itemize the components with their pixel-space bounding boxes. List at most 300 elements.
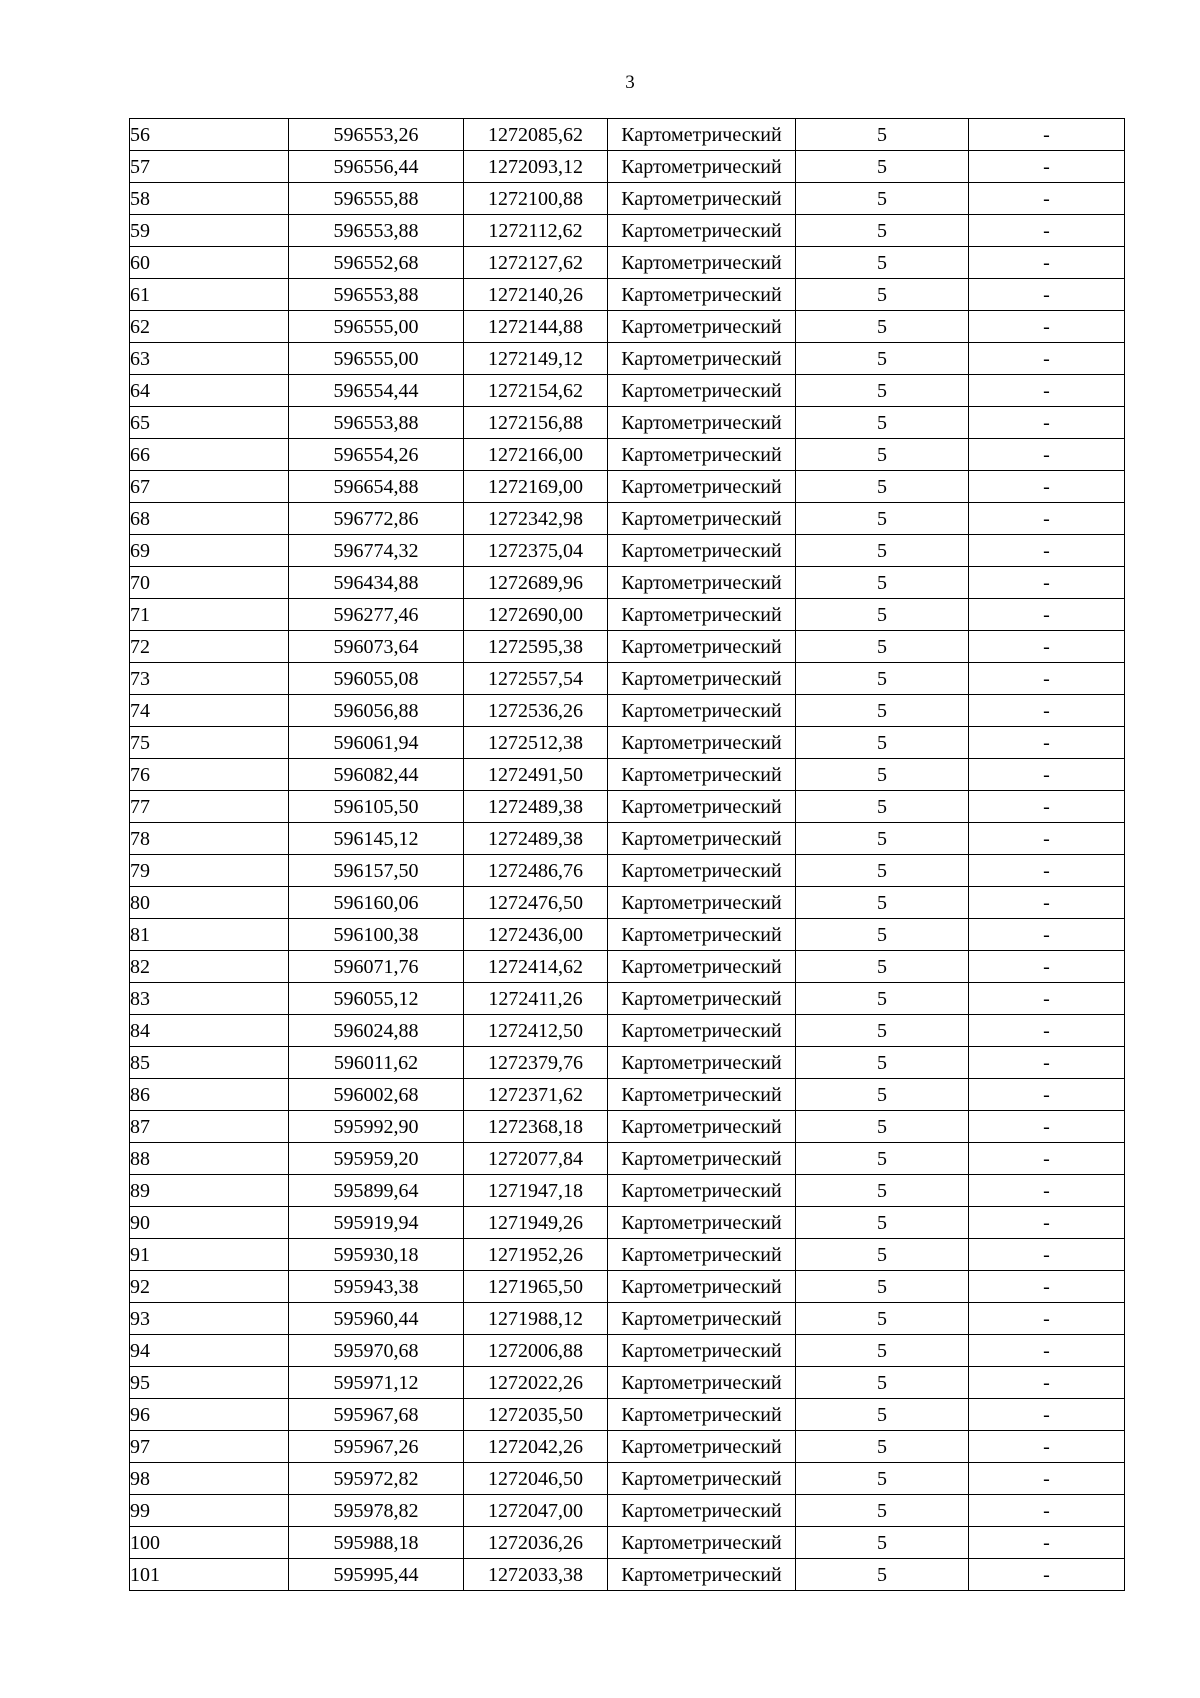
table-row bbox=[130, 1495, 1125, 1527]
method-cell: Картометрический bbox=[608, 1335, 796, 1367]
method-cell: Картометрический bbox=[608, 247, 796, 279]
point-number-cell: 86 bbox=[130, 1079, 289, 1111]
description-cell: - bbox=[969, 215, 1125, 247]
y-coordinate-cell: 1272371,62 bbox=[464, 1079, 608, 1111]
description-cell: - bbox=[969, 1207, 1125, 1239]
table-row bbox=[130, 151, 1125, 183]
precision-cell: 5 bbox=[796, 1047, 969, 1079]
y-coordinate-cell: 1272557,54 bbox=[464, 663, 608, 695]
method-cell: Картометрический bbox=[608, 1271, 796, 1303]
x-coordinate-cell: 596056,88 bbox=[289, 695, 464, 727]
description-cell: - bbox=[969, 631, 1125, 663]
method-cell: Картометрический bbox=[608, 439, 796, 471]
table-row bbox=[130, 311, 1125, 343]
precision-cell: 5 bbox=[796, 919, 969, 951]
method-cell: Картометрический bbox=[608, 567, 796, 599]
description-cell: - bbox=[969, 503, 1125, 535]
method-cell: Картометрический bbox=[608, 151, 796, 183]
table-row bbox=[130, 1559, 1125, 1591]
point-number-cell: 58 bbox=[130, 183, 289, 215]
point-number-cell: 80 bbox=[130, 887, 289, 919]
x-coordinate-cell: 595967,26 bbox=[289, 1431, 464, 1463]
y-coordinate-cell: 1272169,00 bbox=[464, 471, 608, 503]
point-number-cell: 98 bbox=[130, 1463, 289, 1495]
table-row bbox=[130, 727, 1125, 759]
table-row bbox=[130, 1175, 1125, 1207]
point-number-cell: 72 bbox=[130, 631, 289, 663]
x-coordinate-cell: 595959,20 bbox=[289, 1143, 464, 1175]
description-cell: - bbox=[969, 599, 1125, 631]
method-cell: Картометрический bbox=[608, 791, 796, 823]
description-cell: - bbox=[969, 1271, 1125, 1303]
point-number-cell: 92 bbox=[130, 1271, 289, 1303]
precision-cell: 5 bbox=[796, 1111, 969, 1143]
point-number-cell: 85 bbox=[130, 1047, 289, 1079]
x-coordinate-cell: 595970,68 bbox=[289, 1335, 464, 1367]
x-coordinate-cell: 596554,26 bbox=[289, 439, 464, 471]
y-coordinate-cell: 1272077,84 bbox=[464, 1143, 608, 1175]
point-number-cell: 89 bbox=[130, 1175, 289, 1207]
x-coordinate-cell: 595930,18 bbox=[289, 1239, 464, 1271]
method-cell: Картометрический bbox=[608, 1015, 796, 1047]
page-number: 3 bbox=[625, 72, 635, 93]
point-number-cell: 68 bbox=[130, 503, 289, 535]
method-cell: Картометрический bbox=[608, 407, 796, 439]
precision-cell: 5 bbox=[796, 215, 969, 247]
method-cell: Картометрический bbox=[608, 1047, 796, 1079]
point-number-cell: 81 bbox=[130, 919, 289, 951]
description-cell: - bbox=[969, 1111, 1125, 1143]
method-cell: Картометрический bbox=[608, 1111, 796, 1143]
table-row bbox=[130, 919, 1125, 951]
precision-cell: 5 bbox=[796, 1559, 969, 1591]
description-cell: - bbox=[969, 1367, 1125, 1399]
table-row bbox=[130, 471, 1125, 503]
description-cell: - bbox=[969, 1175, 1125, 1207]
point-number-cell: 66 bbox=[130, 439, 289, 471]
point-number-cell: 94 bbox=[130, 1335, 289, 1367]
precision-cell: 5 bbox=[796, 1527, 969, 1559]
method-cell: Картометрический bbox=[608, 1559, 796, 1591]
x-coordinate-cell: 596024,88 bbox=[289, 1015, 464, 1047]
precision-cell: 5 bbox=[796, 503, 969, 535]
x-coordinate-cell: 595967,68 bbox=[289, 1399, 464, 1431]
precision-cell: 5 bbox=[796, 983, 969, 1015]
method-cell: Картометрический bbox=[608, 471, 796, 503]
precision-cell: 5 bbox=[796, 1303, 969, 1335]
description-cell: - bbox=[969, 1335, 1125, 1367]
table-row bbox=[130, 247, 1125, 279]
description-cell: - bbox=[969, 663, 1125, 695]
description-cell: - bbox=[969, 183, 1125, 215]
precision-cell: 5 bbox=[796, 823, 969, 855]
point-number-cell: 62 bbox=[130, 311, 289, 343]
table-row bbox=[130, 695, 1125, 727]
description-cell: - bbox=[969, 567, 1125, 599]
y-coordinate-cell: 1272042,26 bbox=[464, 1431, 608, 1463]
point-number-cell: 88 bbox=[130, 1143, 289, 1175]
precision-cell: 5 bbox=[796, 407, 969, 439]
precision-cell: 5 bbox=[796, 1399, 969, 1431]
y-coordinate-cell: 1272046,50 bbox=[464, 1463, 608, 1495]
precision-cell: 5 bbox=[796, 1335, 969, 1367]
description-cell: - bbox=[969, 1239, 1125, 1271]
table-row bbox=[130, 375, 1125, 407]
table-row bbox=[130, 823, 1125, 855]
method-cell: Картометрический bbox=[608, 503, 796, 535]
table-row bbox=[130, 439, 1125, 471]
y-coordinate-cell: 1272412,50 bbox=[464, 1015, 608, 1047]
method-cell: Картометрический bbox=[608, 1431, 796, 1463]
method-cell: Картометрический bbox=[608, 215, 796, 247]
table-row bbox=[130, 1527, 1125, 1559]
method-cell: Картометрический bbox=[608, 919, 796, 951]
table-row bbox=[130, 215, 1125, 247]
method-cell: Картометрический bbox=[608, 855, 796, 887]
description-cell: - bbox=[969, 311, 1125, 343]
table-row bbox=[130, 1047, 1125, 1079]
description-cell: - bbox=[969, 855, 1125, 887]
method-cell: Картометрический bbox=[608, 119, 796, 151]
method-cell: Картометрический bbox=[608, 695, 796, 727]
x-coordinate-cell: 596552,68 bbox=[289, 247, 464, 279]
y-coordinate-cell: 1271952,26 bbox=[464, 1239, 608, 1271]
table-row bbox=[130, 503, 1125, 535]
x-coordinate-cell: 596555,88 bbox=[289, 183, 464, 215]
x-coordinate-cell: 596654,88 bbox=[289, 471, 464, 503]
y-coordinate-cell: 1272379,76 bbox=[464, 1047, 608, 1079]
table-row bbox=[130, 119, 1125, 151]
table-row bbox=[130, 1239, 1125, 1271]
precision-cell: 5 bbox=[796, 279, 969, 311]
y-coordinate-cell: 1272411,26 bbox=[464, 983, 608, 1015]
y-coordinate-cell: 1272022,26 bbox=[464, 1367, 608, 1399]
point-number-cell: 101 bbox=[130, 1559, 289, 1591]
point-number-cell: 63 bbox=[130, 343, 289, 375]
precision-cell: 5 bbox=[796, 343, 969, 375]
method-cell: Картометрический bbox=[608, 311, 796, 343]
method-cell: Картометрический bbox=[608, 1175, 796, 1207]
description-cell: - bbox=[969, 1015, 1125, 1047]
table-row bbox=[130, 663, 1125, 695]
precision-cell: 5 bbox=[796, 1079, 969, 1111]
x-coordinate-cell: 596100,38 bbox=[289, 919, 464, 951]
description-cell: - bbox=[969, 1399, 1125, 1431]
point-number-cell: 59 bbox=[130, 215, 289, 247]
description-cell: - bbox=[969, 695, 1125, 727]
point-number-cell: 84 bbox=[130, 1015, 289, 1047]
description-cell: - bbox=[969, 471, 1125, 503]
precision-cell: 5 bbox=[796, 1207, 969, 1239]
table-row bbox=[130, 407, 1125, 439]
precision-cell: 5 bbox=[796, 855, 969, 887]
y-coordinate-cell: 1272140,26 bbox=[464, 279, 608, 311]
table-row bbox=[130, 1303, 1125, 1335]
x-coordinate-cell: 595978,82 bbox=[289, 1495, 464, 1527]
y-coordinate-cell: 1272085,62 bbox=[464, 119, 608, 151]
x-coordinate-cell: 596055,08 bbox=[289, 663, 464, 695]
table-row bbox=[130, 1143, 1125, 1175]
method-cell: Картометрический bbox=[608, 1143, 796, 1175]
x-coordinate-cell: 596145,12 bbox=[289, 823, 464, 855]
y-coordinate-cell: 1272436,00 bbox=[464, 919, 608, 951]
precision-cell: 5 bbox=[796, 535, 969, 567]
description-cell: - bbox=[969, 279, 1125, 311]
description-cell: - bbox=[969, 823, 1125, 855]
method-cell: Картометрический bbox=[608, 1463, 796, 1495]
point-number-cell: 76 bbox=[130, 759, 289, 791]
precision-cell: 5 bbox=[796, 1367, 969, 1399]
description-cell: - bbox=[969, 439, 1125, 471]
x-coordinate-cell: 596002,68 bbox=[289, 1079, 464, 1111]
method-cell: Картометрический bbox=[608, 535, 796, 567]
method-cell: Картометрический bbox=[608, 1207, 796, 1239]
precision-cell: 5 bbox=[796, 599, 969, 631]
point-number-cell: 57 bbox=[130, 151, 289, 183]
x-coordinate-cell: 595960,44 bbox=[289, 1303, 464, 1335]
x-coordinate-cell: 595988,18 bbox=[289, 1527, 464, 1559]
method-cell: Картометрический bbox=[608, 375, 796, 407]
x-coordinate-cell: 596555,00 bbox=[289, 343, 464, 375]
x-coordinate-cell: 595899,64 bbox=[289, 1175, 464, 1207]
point-number-cell: 93 bbox=[130, 1303, 289, 1335]
point-number-cell: 61 bbox=[130, 279, 289, 311]
method-cell: Картометрический bbox=[608, 631, 796, 663]
y-coordinate-cell: 1272127,62 bbox=[464, 247, 608, 279]
method-cell: Картометрический bbox=[608, 887, 796, 919]
table-row bbox=[130, 1335, 1125, 1367]
y-coordinate-cell: 1272093,12 bbox=[464, 151, 608, 183]
table-body bbox=[130, 119, 1125, 1591]
description-cell: - bbox=[969, 919, 1125, 951]
point-number-cell: 74 bbox=[130, 695, 289, 727]
precision-cell: 5 bbox=[796, 887, 969, 919]
method-cell: Картометрический bbox=[608, 823, 796, 855]
x-coordinate-cell: 596556,44 bbox=[289, 151, 464, 183]
y-coordinate-cell: 1272100,88 bbox=[464, 183, 608, 215]
precision-cell: 5 bbox=[796, 1175, 969, 1207]
description-cell: - bbox=[969, 375, 1125, 407]
x-coordinate-cell: 596160,06 bbox=[289, 887, 464, 919]
precision-cell: 5 bbox=[796, 375, 969, 407]
method-cell: Картометрический bbox=[608, 343, 796, 375]
point-number-cell: 73 bbox=[130, 663, 289, 695]
x-coordinate-cell: 596055,12 bbox=[289, 983, 464, 1015]
y-coordinate-cell: 1272144,88 bbox=[464, 311, 608, 343]
precision-cell: 5 bbox=[796, 247, 969, 279]
y-coordinate-cell: 1272149,12 bbox=[464, 343, 608, 375]
point-number-cell: 56 bbox=[130, 119, 289, 151]
precision-cell: 5 bbox=[796, 1431, 969, 1463]
precision-cell: 5 bbox=[796, 695, 969, 727]
precision-cell: 5 bbox=[796, 471, 969, 503]
precision-cell: 5 bbox=[796, 311, 969, 343]
description-cell: - bbox=[969, 791, 1125, 823]
table-row bbox=[130, 855, 1125, 887]
y-coordinate-cell: 1272035,50 bbox=[464, 1399, 608, 1431]
x-coordinate-cell: 595972,82 bbox=[289, 1463, 464, 1495]
table-row bbox=[130, 759, 1125, 791]
point-number-cell: 78 bbox=[130, 823, 289, 855]
table-row bbox=[130, 791, 1125, 823]
precision-cell: 5 bbox=[796, 951, 969, 983]
method-cell: Картометрический bbox=[608, 951, 796, 983]
y-coordinate-cell: 1271949,26 bbox=[464, 1207, 608, 1239]
table-row bbox=[130, 535, 1125, 567]
table-row bbox=[130, 887, 1125, 919]
y-coordinate-cell: 1272512,38 bbox=[464, 727, 608, 759]
y-coordinate-cell: 1272342,98 bbox=[464, 503, 608, 535]
method-cell: Картометрический bbox=[608, 279, 796, 311]
description-cell: - bbox=[969, 535, 1125, 567]
description-cell: - bbox=[969, 1143, 1125, 1175]
description-cell: - bbox=[969, 343, 1125, 375]
x-coordinate-cell: 595995,44 bbox=[289, 1559, 464, 1591]
y-coordinate-cell: 1271965,50 bbox=[464, 1271, 608, 1303]
description-cell: - bbox=[969, 951, 1125, 983]
table-row bbox=[130, 1431, 1125, 1463]
table-row bbox=[130, 1367, 1125, 1399]
table-row bbox=[130, 983, 1125, 1015]
x-coordinate-cell: 596061,94 bbox=[289, 727, 464, 759]
y-coordinate-cell: 1272375,04 bbox=[464, 535, 608, 567]
precision-cell: 5 bbox=[796, 1495, 969, 1527]
y-coordinate-cell: 1272047,00 bbox=[464, 1495, 608, 1527]
description-cell: - bbox=[969, 1303, 1125, 1335]
point-number-cell: 99 bbox=[130, 1495, 289, 1527]
description-cell: - bbox=[969, 1047, 1125, 1079]
precision-cell: 5 bbox=[796, 1271, 969, 1303]
point-number-cell: 83 bbox=[130, 983, 289, 1015]
y-coordinate-cell: 1272166,00 bbox=[464, 439, 608, 471]
method-cell: Картометрический bbox=[608, 1303, 796, 1335]
x-coordinate-cell: 596553,88 bbox=[289, 407, 464, 439]
table-row bbox=[130, 1463, 1125, 1495]
point-number-cell: 75 bbox=[130, 727, 289, 759]
precision-cell: 5 bbox=[796, 151, 969, 183]
y-coordinate-cell: 1272486,76 bbox=[464, 855, 608, 887]
precision-cell: 5 bbox=[796, 119, 969, 151]
table-row bbox=[130, 1111, 1125, 1143]
x-coordinate-cell: 596772,86 bbox=[289, 503, 464, 535]
description-cell: - bbox=[969, 151, 1125, 183]
y-coordinate-cell: 1272006,88 bbox=[464, 1335, 608, 1367]
table-row bbox=[130, 279, 1125, 311]
table-row bbox=[130, 599, 1125, 631]
x-coordinate-cell: 596011,62 bbox=[289, 1047, 464, 1079]
description-cell: - bbox=[969, 247, 1125, 279]
x-coordinate-cell: 596071,76 bbox=[289, 951, 464, 983]
description-cell: - bbox=[969, 1495, 1125, 1527]
y-coordinate-cell: 1272489,38 bbox=[464, 791, 608, 823]
point-number-cell: 87 bbox=[130, 1111, 289, 1143]
precision-cell: 5 bbox=[796, 1143, 969, 1175]
y-coordinate-cell: 1272595,38 bbox=[464, 631, 608, 663]
y-coordinate-cell: 1272154,62 bbox=[464, 375, 608, 407]
description-cell: - bbox=[969, 1463, 1125, 1495]
method-cell: Картометрический bbox=[608, 1399, 796, 1431]
table-row bbox=[130, 1271, 1125, 1303]
point-number-cell: 77 bbox=[130, 791, 289, 823]
table-row bbox=[130, 183, 1125, 215]
y-coordinate-cell: 1272156,88 bbox=[464, 407, 608, 439]
x-coordinate-cell: 596554,44 bbox=[289, 375, 464, 407]
method-cell: Картометрический bbox=[608, 759, 796, 791]
description-cell: - bbox=[969, 759, 1125, 791]
x-coordinate-cell: 596082,44 bbox=[289, 759, 464, 791]
precision-cell: 5 bbox=[796, 567, 969, 599]
x-coordinate-cell: 595943,38 bbox=[289, 1271, 464, 1303]
y-coordinate-cell: 1271947,18 bbox=[464, 1175, 608, 1207]
y-coordinate-cell: 1272033,38 bbox=[464, 1559, 608, 1591]
precision-cell: 5 bbox=[796, 727, 969, 759]
point-number-cell: 90 bbox=[130, 1207, 289, 1239]
precision-cell: 5 bbox=[796, 1239, 969, 1271]
method-cell: Картометрический bbox=[608, 1527, 796, 1559]
point-number-cell: 70 bbox=[130, 567, 289, 599]
table-row bbox=[130, 1015, 1125, 1047]
point-number-cell: 71 bbox=[130, 599, 289, 631]
point-number-cell: 97 bbox=[130, 1431, 289, 1463]
point-number-cell: 64 bbox=[130, 375, 289, 407]
y-coordinate-cell: 1272036,26 bbox=[464, 1527, 608, 1559]
precision-cell: 5 bbox=[796, 663, 969, 695]
table-row bbox=[130, 567, 1125, 599]
method-cell: Картометрический bbox=[608, 1495, 796, 1527]
description-cell: - bbox=[969, 119, 1125, 151]
point-number-cell: 96 bbox=[130, 1399, 289, 1431]
method-cell: Картометрический bbox=[608, 663, 796, 695]
method-cell: Картометрический bbox=[608, 727, 796, 759]
point-number-cell: 60 bbox=[130, 247, 289, 279]
x-coordinate-cell: 596553,88 bbox=[289, 215, 464, 247]
point-number-cell: 95 bbox=[130, 1367, 289, 1399]
description-cell: - bbox=[969, 1079, 1125, 1111]
method-cell: Картометрический bbox=[608, 1367, 796, 1399]
precision-cell: 5 bbox=[796, 183, 969, 215]
description-cell: - bbox=[969, 1431, 1125, 1463]
table-row bbox=[130, 1399, 1125, 1431]
point-number-cell: 91 bbox=[130, 1239, 289, 1271]
point-number-cell: 79 bbox=[130, 855, 289, 887]
table-row bbox=[130, 1079, 1125, 1111]
x-coordinate-cell: 596073,64 bbox=[289, 631, 464, 663]
x-coordinate-cell: 596277,46 bbox=[289, 599, 464, 631]
description-cell: - bbox=[969, 1559, 1125, 1591]
description-cell: - bbox=[969, 727, 1125, 759]
point-number-cell: 100 bbox=[130, 1527, 289, 1559]
y-coordinate-cell: 1272690,00 bbox=[464, 599, 608, 631]
x-coordinate-cell: 595992,90 bbox=[289, 1111, 464, 1143]
y-coordinate-cell: 1271988,12 bbox=[464, 1303, 608, 1335]
point-number-cell: 69 bbox=[130, 535, 289, 567]
x-coordinate-cell: 596553,26 bbox=[289, 119, 464, 151]
method-cell: Картометрический bbox=[608, 1239, 796, 1271]
x-coordinate-cell: 596555,00 bbox=[289, 311, 464, 343]
y-coordinate-cell: 1272491,50 bbox=[464, 759, 608, 791]
precision-cell: 5 bbox=[796, 1015, 969, 1047]
point-number-cell: 65 bbox=[130, 407, 289, 439]
table-row bbox=[130, 631, 1125, 663]
precision-cell: 5 bbox=[796, 631, 969, 663]
y-coordinate-cell: 1272689,96 bbox=[464, 567, 608, 599]
point-number-cell: 67 bbox=[130, 471, 289, 503]
precision-cell: 5 bbox=[796, 759, 969, 791]
x-coordinate-cell: 596105,50 bbox=[289, 791, 464, 823]
method-cell: Картометрический bbox=[608, 599, 796, 631]
x-coordinate-cell: 595919,94 bbox=[289, 1207, 464, 1239]
point-number-cell: 82 bbox=[130, 951, 289, 983]
